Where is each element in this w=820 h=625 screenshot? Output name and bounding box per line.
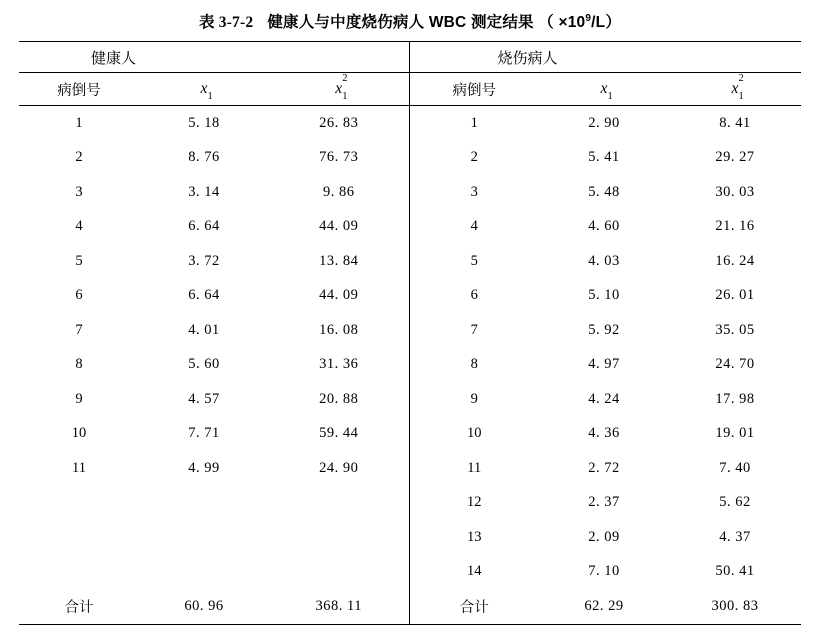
cell-case-no: 10: [409, 417, 539, 452]
cell-case-no: 3: [409, 175, 539, 210]
cell-x2: 30. 03: [715, 183, 755, 200]
cell-case-no: 1: [409, 106, 539, 141]
cell-x2: 24. 70: [715, 356, 755, 373]
cell-case-no: [19, 520, 139, 555]
cell-x2: 24. 90: [319, 459, 359, 476]
cell-case-no: 8: [409, 348, 539, 383]
cell-x: 7. 10: [588, 563, 620, 580]
col-x-right: x 1: [600, 80, 613, 102]
table-row: [19, 555, 801, 590]
cell-case-no: 11: [72, 459, 86, 476]
table-row: [19, 348, 801, 383]
total-x-right: 62. 29: [584, 597, 624, 614]
col-x2-left: x 2 1: [335, 73, 348, 102]
cell-x2: 26. 01: [715, 287, 755, 304]
cell-x: 4. 36: [588, 425, 620, 442]
cell-x2: [269, 555, 409, 590]
cell-x2: 8. 41: [719, 114, 751, 131]
table-body: [19, 106, 801, 624]
col-case-no-left: 病倒号: [57, 82, 101, 99]
cell-case-no: [19, 555, 139, 590]
cell-x: 2. 90: [588, 114, 620, 131]
table-number: 表 3-7-2: [198, 14, 254, 31]
cell-x2: 59. 44: [319, 425, 359, 442]
cell-x: 2. 37: [588, 494, 620, 511]
cell-case-no: 12: [409, 486, 539, 521]
table-unit: （ $\times 10^9/L$）: [538, 12, 622, 31]
cell-x2: 44. 09: [319, 218, 359, 235]
cell-x2: 4. 37: [719, 528, 751, 545]
cell-x: 4. 99: [188, 459, 220, 476]
cell-x: 6. 64: [188, 287, 220, 304]
table-caption: [0, 0, 820, 41]
cell-case-no: 8: [75, 356, 83, 373]
cell-x: 3. 72: [188, 252, 220, 269]
cell-x2: 76. 73: [319, 149, 359, 166]
table-row: [19, 244, 801, 279]
cell-x2: 21. 16: [715, 218, 755, 235]
cell-x2: 29. 27: [715, 149, 755, 166]
cell-case-no: 2: [75, 149, 83, 166]
cell-x: 4. 01: [188, 321, 220, 338]
cell-case-no: 6: [409, 279, 539, 314]
table-row: [19, 451, 801, 486]
cell-x: 4. 57: [188, 390, 220, 407]
total-label-left: 合计: [64, 599, 94, 616]
cell-x: 2. 09: [588, 528, 620, 545]
cell-case-no: 11: [409, 451, 539, 486]
cell-x2: [269, 486, 409, 521]
cell-x2: 9. 86: [323, 183, 355, 200]
cell-x: 5. 41: [588, 149, 620, 166]
group-label-healthy: 健康人: [91, 49, 137, 67]
cell-x: 4. 60: [588, 218, 620, 235]
cell-x2: 20. 88: [319, 390, 359, 407]
cell-x: 2. 72: [588, 459, 620, 476]
cell-case-no: 9: [409, 382, 539, 417]
table-row: [19, 210, 801, 245]
cell-case-no: 4: [75, 218, 83, 235]
cell-case-no: 9: [75, 390, 83, 407]
cell-x2: 16. 24: [715, 252, 755, 269]
cell-case-no: [19, 486, 139, 521]
total-x-left: 60. 96: [184, 597, 224, 614]
cell-case-no: 7: [75, 321, 83, 338]
cell-case-no: 13: [409, 520, 539, 555]
cell-x2: 26. 83: [319, 114, 359, 131]
cell-x: [139, 520, 269, 555]
cell-case-no: 1: [75, 114, 83, 131]
total-row: [19, 589, 801, 624]
cell-x: 5. 60: [188, 356, 220, 373]
cell-x2: 16. 08: [319, 321, 359, 338]
cell-case-no: 3: [75, 183, 83, 200]
cell-x: 5. 10: [588, 287, 620, 304]
table-row: [19, 382, 801, 417]
table-row: [19, 486, 801, 521]
table-row: [19, 106, 801, 141]
col-x2-right: x 2 1: [731, 73, 744, 102]
cell-x2: 31. 36: [319, 356, 359, 373]
group-header-row: [19, 42, 801, 73]
cell-x2: 19. 01: [715, 425, 755, 442]
column-header-row: [19, 73, 801, 106]
cell-x2: 7. 40: [719, 459, 751, 476]
total-x2-left: 368. 11: [315, 597, 362, 614]
table-title: 健康人与中度烧伤病人 WBC 测定结果: [267, 14, 534, 31]
table-row: [19, 175, 801, 210]
cell-x: [139, 486, 269, 521]
cell-x: 4. 03: [588, 252, 620, 269]
cell-x: 7. 71: [188, 425, 220, 442]
col-case-no-right: 病倒号: [409, 73, 539, 106]
table-row: [19, 141, 801, 176]
table-row: [19, 520, 801, 555]
cell-x: 5. 48: [588, 183, 620, 200]
total-label-right: 合计: [409, 589, 539, 624]
cell-case-no: 7: [409, 313, 539, 348]
cell-x2: 5. 62: [719, 494, 751, 511]
group-label-burn: 烧伤病人: [409, 42, 801, 73]
cell-x2: 35. 05: [715, 321, 755, 338]
cell-x2: 50. 41: [715, 563, 755, 580]
col-x-left: x 1: [200, 80, 213, 102]
cell-case-no: 5: [409, 244, 539, 279]
cell-x: 5. 92: [588, 321, 620, 338]
cell-x: 4. 24: [588, 390, 620, 407]
cell-case-no: 6: [75, 287, 83, 304]
table-row: [19, 279, 801, 314]
cell-x: 3. 14: [188, 183, 220, 200]
cell-x: 6. 64: [188, 218, 220, 235]
cell-x2: 13. 84: [319, 252, 359, 269]
cell-x2: 44. 09: [319, 287, 359, 304]
cell-x: [139, 555, 269, 590]
cell-case-no: 4: [409, 210, 539, 245]
cell-x: 4. 97: [588, 356, 620, 373]
cell-case-no: 2: [409, 141, 539, 176]
cell-x2: [269, 520, 409, 555]
cell-case-no: 14: [409, 555, 539, 590]
table-row: [19, 417, 801, 452]
wbc-results-table: [19, 41, 801, 625]
table-row: [19, 313, 801, 348]
cell-case-no: 5: [75, 252, 83, 269]
cell-case-no: 10: [71, 425, 87, 442]
cell-x: 5. 18: [188, 114, 220, 131]
rule-bottom: [19, 624, 801, 625]
cell-x: 8. 76: [188, 149, 220, 166]
cell-x2: 17. 98: [715, 390, 755, 407]
total-x2-right: 300. 83: [711, 597, 759, 614]
